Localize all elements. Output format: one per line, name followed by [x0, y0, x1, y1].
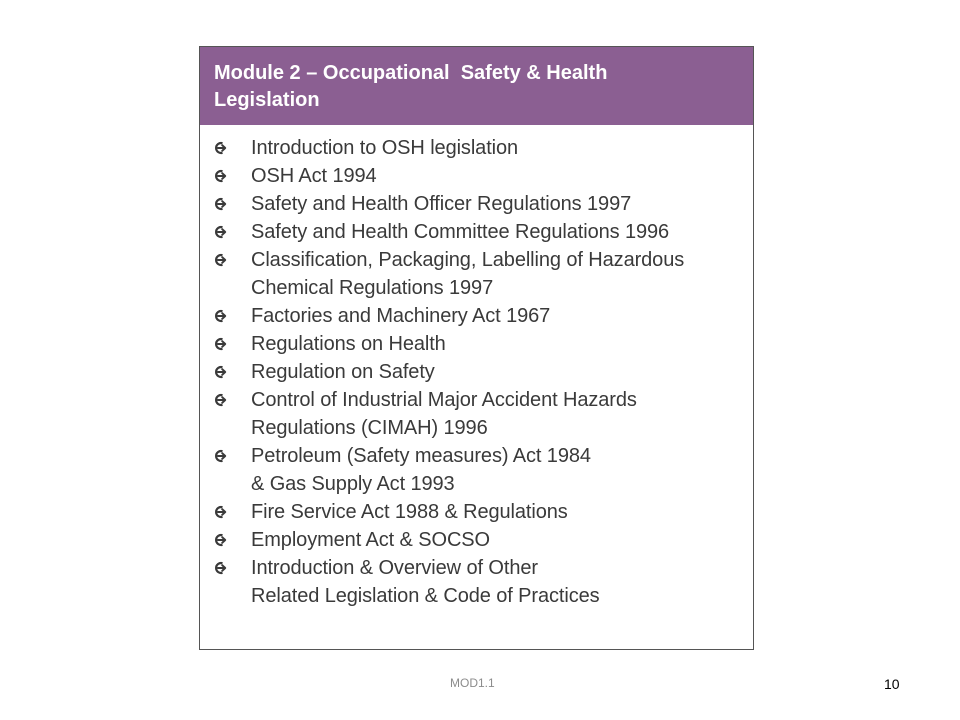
footer-code: MOD1.1 — [450, 676, 495, 690]
list-item-line: Regulations on Health — [251, 333, 446, 355]
list-item-text — [251, 134, 518, 162]
circled-arrow-icon — [214, 218, 251, 246]
list-item — [214, 330, 743, 358]
list-item — [214, 218, 743, 246]
circled-arrow-icon — [214, 442, 251, 470]
list-item-text — [251, 190, 631, 218]
circled-arrow-icon — [214, 330, 251, 358]
module-title: Module 2 – Occupational Safety & Health Legislation — [214, 62, 608, 111]
circled-arrow-icon — [214, 554, 251, 582]
list-item-line: Classification, Packaging, Labelling of Hazardous — [251, 249, 685, 271]
list-item-line: OSH Act 1994 — [251, 165, 377, 187]
list-item-line: Introduction to OSH legislation — [251, 137, 519, 159]
list-item — [214, 554, 743, 610]
list-item-text — [251, 526, 490, 554]
list-item-text — [251, 498, 568, 526]
list-item-text — [251, 302, 550, 330]
circled-arrow-icon — [214, 246, 251, 274]
list-item-line: & Gas Supply Act 1993 — [251, 473, 455, 495]
module-header — [200, 47, 753, 125]
list-item-line: Fire Service Act 1988 & Regulations — [251, 501, 568, 523]
list-item-line: Safety and Health Officer Regulations 1997 — [251, 193, 632, 215]
circled-arrow-icon — [214, 358, 251, 386]
circled-arrow-icon — [214, 302, 251, 330]
circled-arrow-icon — [214, 526, 251, 554]
circled-arrow-icon — [214, 190, 251, 218]
circled-arrow-icon — [214, 162, 251, 190]
list-item-line: Employment Act & SOCSO — [251, 529, 490, 551]
list-item-text — [251, 386, 637, 442]
list-item-line: Factories and Machinery Act 1967 — [251, 305, 551, 327]
page-number: 10 — [884, 676, 900, 692]
list-item — [214, 190, 743, 218]
list-item — [214, 498, 743, 526]
list-item — [214, 162, 743, 190]
list-item — [214, 246, 743, 302]
list-item — [214, 358, 743, 386]
list-item-line: Related Legislation & Code of Practices — [251, 585, 600, 607]
list-item — [214, 442, 743, 498]
legislation-list — [200, 125, 753, 610]
list-item-line: Chemical Regulations 1997 — [251, 277, 494, 299]
list-item-line: Control of Industrial Major Accident Hazards — [251, 389, 637, 411]
list-item — [214, 134, 743, 162]
list-item-text — [251, 162, 377, 190]
list-item — [214, 302, 743, 330]
list-item — [214, 386, 743, 442]
circled-arrow-icon — [214, 134, 251, 162]
list-item — [214, 526, 743, 554]
list-item-text — [251, 554, 600, 610]
list-item-text — [251, 442, 591, 498]
module-card — [199, 46, 754, 650]
list-item-line: Introduction & Overview of Other — [251, 557, 538, 579]
list-item-text — [251, 218, 669, 246]
list-item-line: Safety and Health Committee Regulations 1996 — [251, 221, 670, 243]
list-item-text — [251, 358, 435, 386]
circled-arrow-icon — [214, 498, 251, 526]
list-item-text — [251, 246, 684, 302]
list-item-line: Regulation on Safety — [251, 361, 435, 383]
list-item-line: Petroleum (Safety measures) Act 1984 — [251, 445, 591, 467]
circled-arrow-icon — [214, 386, 251, 414]
list-item-text — [251, 330, 446, 358]
list-item-line: Regulations (CIMAH) 1996 — [251, 417, 488, 439]
